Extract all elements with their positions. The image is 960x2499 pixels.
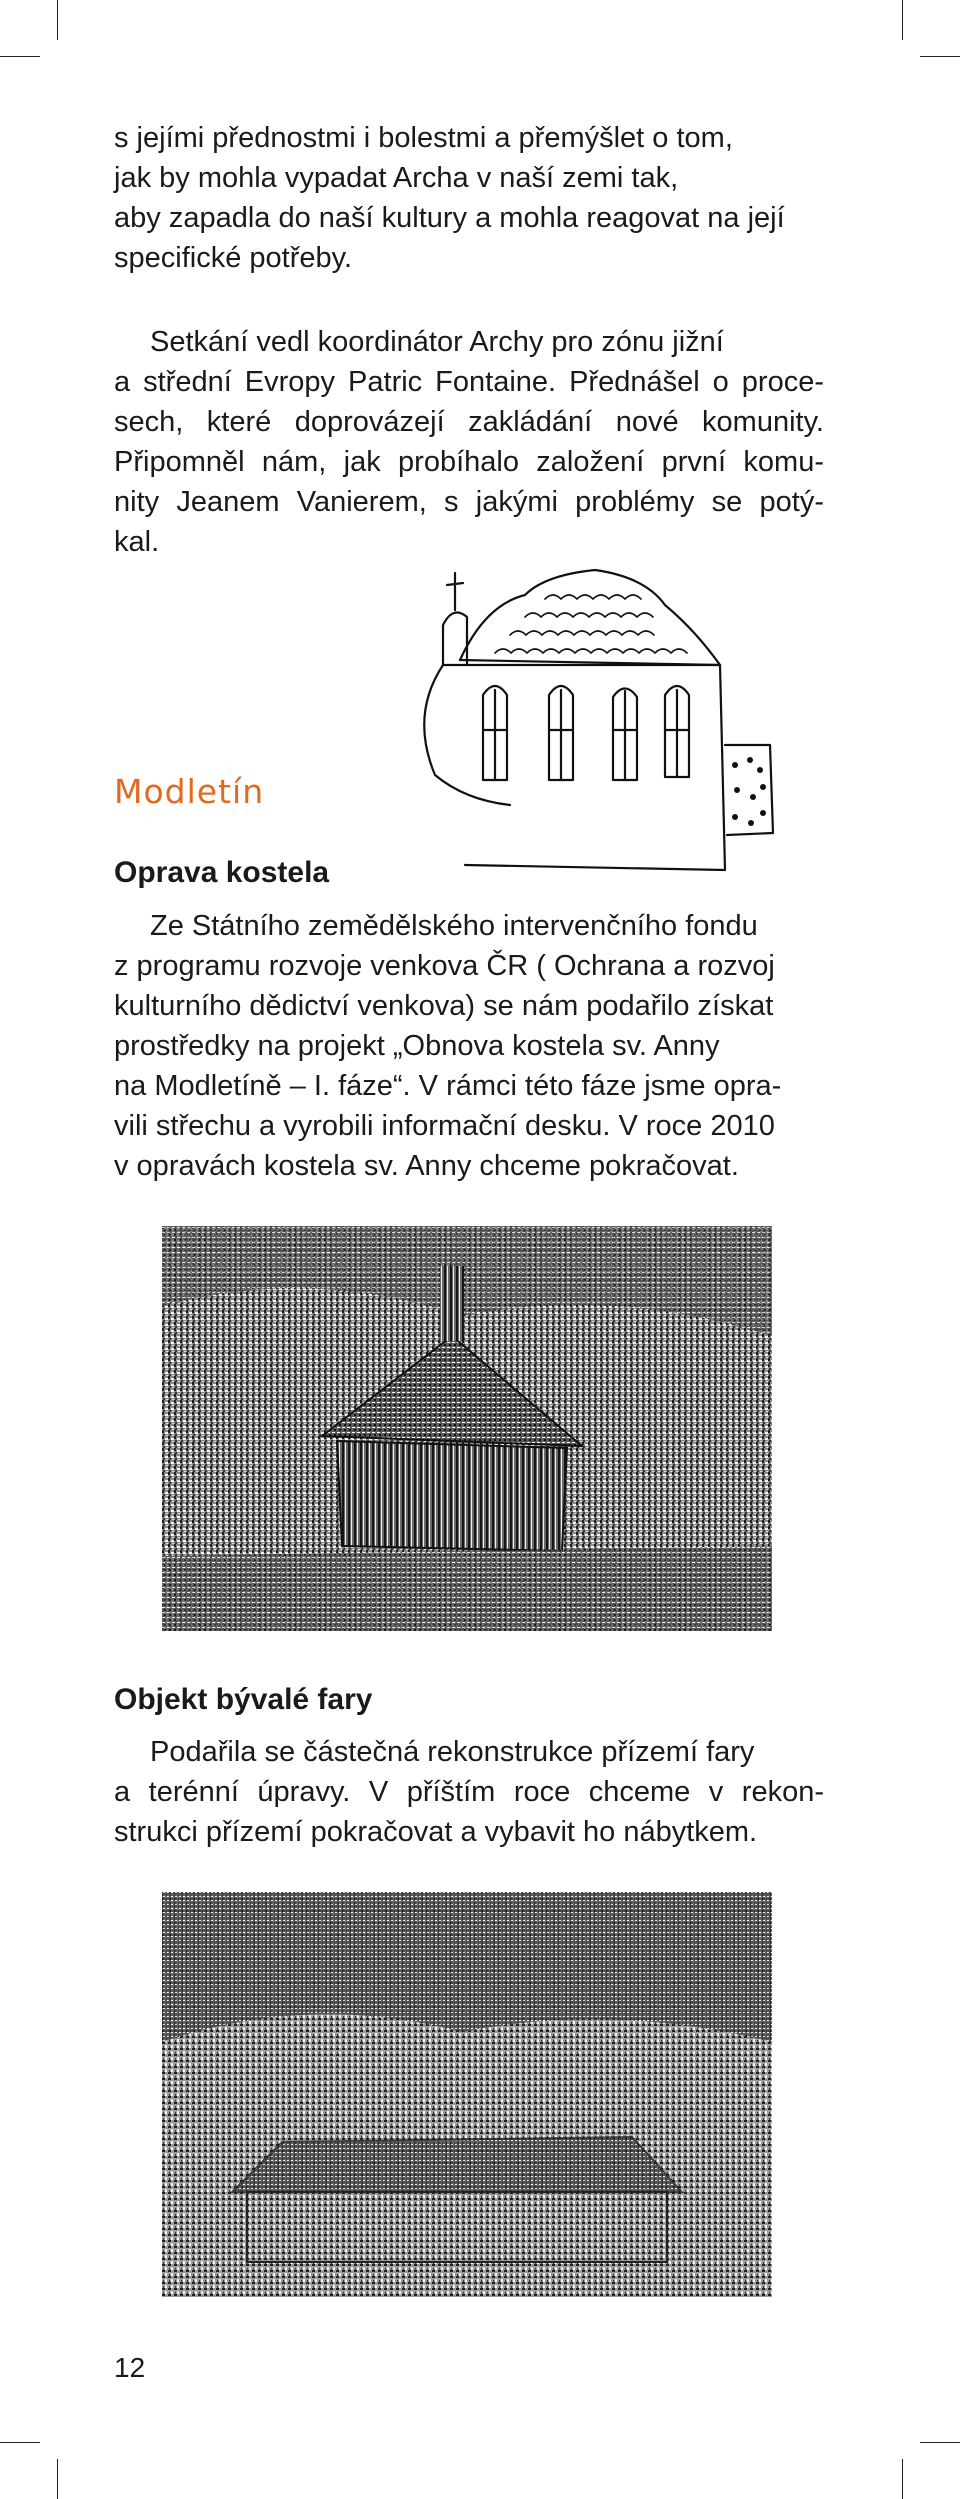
meeting-paragraph: [114, 322, 824, 562]
text-line: sech, které doprovázejí zakládání nové komunity.: [114, 406, 824, 438]
text-line: strukci přízemí pokračovat a vybavit ho nábytkem.: [114, 1816, 758, 1848]
crop-mark: [920, 56, 960, 57]
text-line: a terénní úpravy. V příštím roce chceme v rekon-: [114, 1776, 824, 1808]
page-number: 12: [114, 2352, 146, 2383]
text-line: z programu rozvoje venkova ČR ( Ochrana a rozvoj: [114, 950, 775, 982]
text-line: kulturního dědictví venkova) se nám podařilo získat: [114, 990, 774, 1022]
text-line: prostředky na projekt „Obnova kostela sv. Anny: [114, 1030, 720, 1062]
church-repair-heading: Oprava kostela: [114, 856, 330, 889]
text-line: vili střechu a vyrobili informační desku. V roce 2010: [114, 1110, 775, 1142]
church-drawing: [415, 565, 790, 880]
text-line: a střední Evropy Patric Fontaine. Přednášel o proce-: [114, 366, 824, 398]
crop-mark: [920, 2442, 960, 2443]
rectory-heading: Objekt bývalé fary: [114, 1683, 373, 1716]
crop-mark: [902, 0, 903, 40]
church-repair-paragraph: [114, 906, 824, 1186]
text-line: kal.: [114, 526, 160, 558]
text-line: aby zapadla do naší kultury a mohla reagovat na její: [114, 202, 785, 234]
text-line: Ze Státního zemědělského intervenčního fondu: [150, 910, 758, 942]
text-line: Setkání vedl koordinátor Archy pro zónu jižní: [150, 326, 724, 358]
text-line: specifické potřeby.: [114, 242, 353, 274]
text-line: jak by mohla vypadat Archa v naší zemi tak,: [114, 162, 679, 194]
text-line: nity Jeanem Vanierem, s jakými problémy se potý-: [114, 486, 824, 518]
intro-paragraph: [114, 118, 824, 278]
text-line: Připomněl nám, jak probíhalo založení první komu-: [114, 446, 824, 478]
crop-mark: [902, 2459, 903, 2499]
text-line: Podařila se částečná rekonstrukce přízemí fary: [150, 1736, 755, 1768]
crop-mark: [57, 2459, 58, 2499]
section-label: Modletín: [114, 772, 265, 811]
crop-mark: [57, 0, 58, 40]
text-line: na Modletíně – I. fáze“. V rámci této fáze jsme opra-: [114, 1070, 782, 1102]
text-line: s jejími přednostmi i bolestmi a přemýšlet o tom,: [114, 122, 733, 154]
crop-mark: [0, 2442, 40, 2443]
crop-mark: [0, 56, 40, 57]
rectory-photo: [162, 1892, 772, 2297]
rectory-paragraph: [114, 1732, 824, 1852]
church-photo: [162, 1226, 772, 1631]
text-line: v opravách kostela sv. Anny chceme pokračovat.: [114, 1150, 739, 1182]
